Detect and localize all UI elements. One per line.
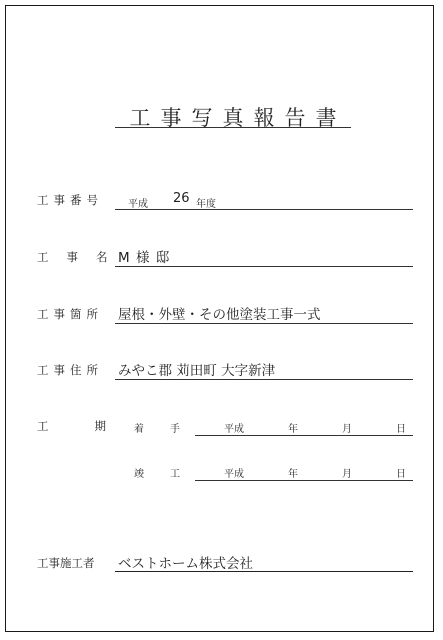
- construction-number-underline: [115, 209, 413, 210]
- construction-period-label: 工期: [37, 419, 152, 433]
- construction-number-year: 26: [173, 191, 190, 206]
- construction-location-underline: [115, 323, 413, 324]
- construction-address-label: 工事住所: [37, 363, 103, 377]
- period-end-underline: [195, 480, 413, 481]
- construction-address-value: みやこ郡 苅田町 大字新津: [118, 363, 276, 379]
- construction-location-value: 屋根・外壁・その他塗装工事一式: [118, 307, 321, 323]
- period-end-year-unit: 年: [288, 469, 298, 480]
- construction-name-label: 工事名: [37, 250, 126, 264]
- construction-number-era: 平成: [128, 199, 148, 210]
- period-start-year-unit: 年: [288, 424, 298, 435]
- period-start-label: 着手: [134, 424, 206, 435]
- contractor-value: ベストホーム株式会社: [118, 556, 253, 572]
- title-underline: [115, 127, 351, 128]
- period-end-day-unit: 日: [396, 469, 406, 480]
- construction-number-label: 工事番号: [37, 193, 103, 207]
- construction-location-label: 工事箇所: [37, 307, 103, 321]
- report-title: 工事写真報告書: [129, 106, 347, 130]
- construction-address-underline: [115, 379, 413, 380]
- contractor-label: 工事施工者: [37, 556, 95, 570]
- period-end-label: 竣工: [134, 469, 206, 480]
- period-start-era: 平成: [224, 424, 244, 435]
- construction-name-underline: [115, 266, 413, 267]
- construction-name-value: M 様 邸: [118, 250, 171, 266]
- period-end-era: 平成: [224, 469, 244, 480]
- period-start-underline: [195, 435, 413, 436]
- period-end-month-unit: 月: [342, 469, 352, 480]
- period-start-day-unit: 日: [396, 424, 406, 435]
- contractor-underline: [115, 571, 413, 572]
- construction-number-suffix: 年度: [196, 199, 216, 210]
- period-start-month-unit: 月: [342, 424, 352, 435]
